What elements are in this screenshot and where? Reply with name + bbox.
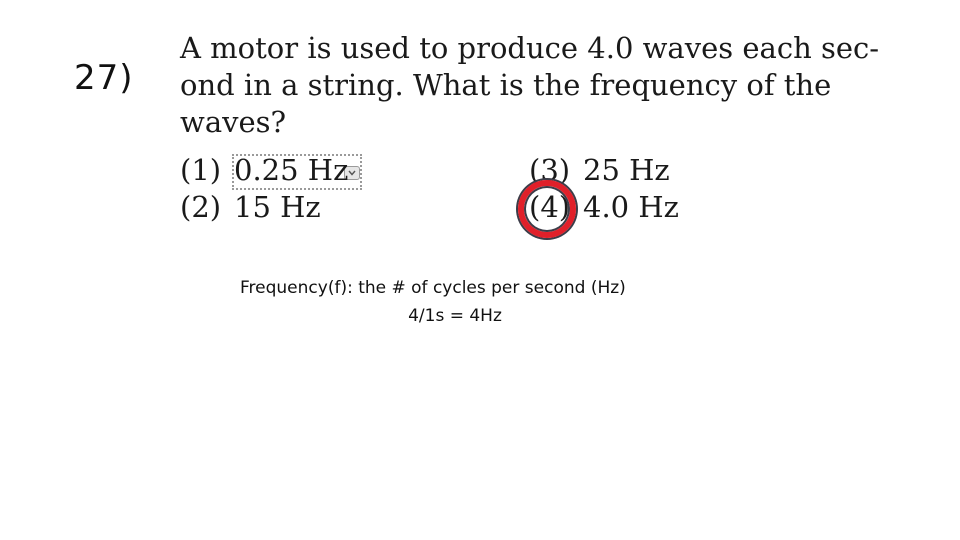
- answer-circle-marker: [518, 180, 576, 238]
- question-line: waves?: [180, 105, 287, 139]
- question-line: ond in a string. What is the frequency of the: [180, 68, 832, 102]
- choice-number: (2): [180, 190, 222, 224]
- explanation-definition: Frequency(f): the # of cycles per second (Hz): [240, 278, 626, 298]
- choice-value: 15 Hz: [234, 190, 321, 224]
- explanation-text: [240, 274, 670, 330]
- question-number: 27): [74, 58, 134, 98]
- explanation-calculation: 4/1s = 4Hz: [408, 306, 502, 326]
- choice-value: 25 Hz: [583, 153, 670, 187]
- choice-number: (4): [529, 190, 571, 224]
- choice-number: (1): [180, 153, 222, 187]
- choice-value: 4.0 Hz: [583, 190, 679, 224]
- choice-2: [180, 189, 321, 226]
- question-text: [180, 30, 880, 141]
- choice-number: (3): [529, 153, 571, 187]
- question-line: A motor is used to produce 4.0 waves each sec-: [180, 31, 880, 65]
- choice-1: [180, 152, 348, 189]
- choice-value: 0.25 Hz: [234, 153, 349, 187]
